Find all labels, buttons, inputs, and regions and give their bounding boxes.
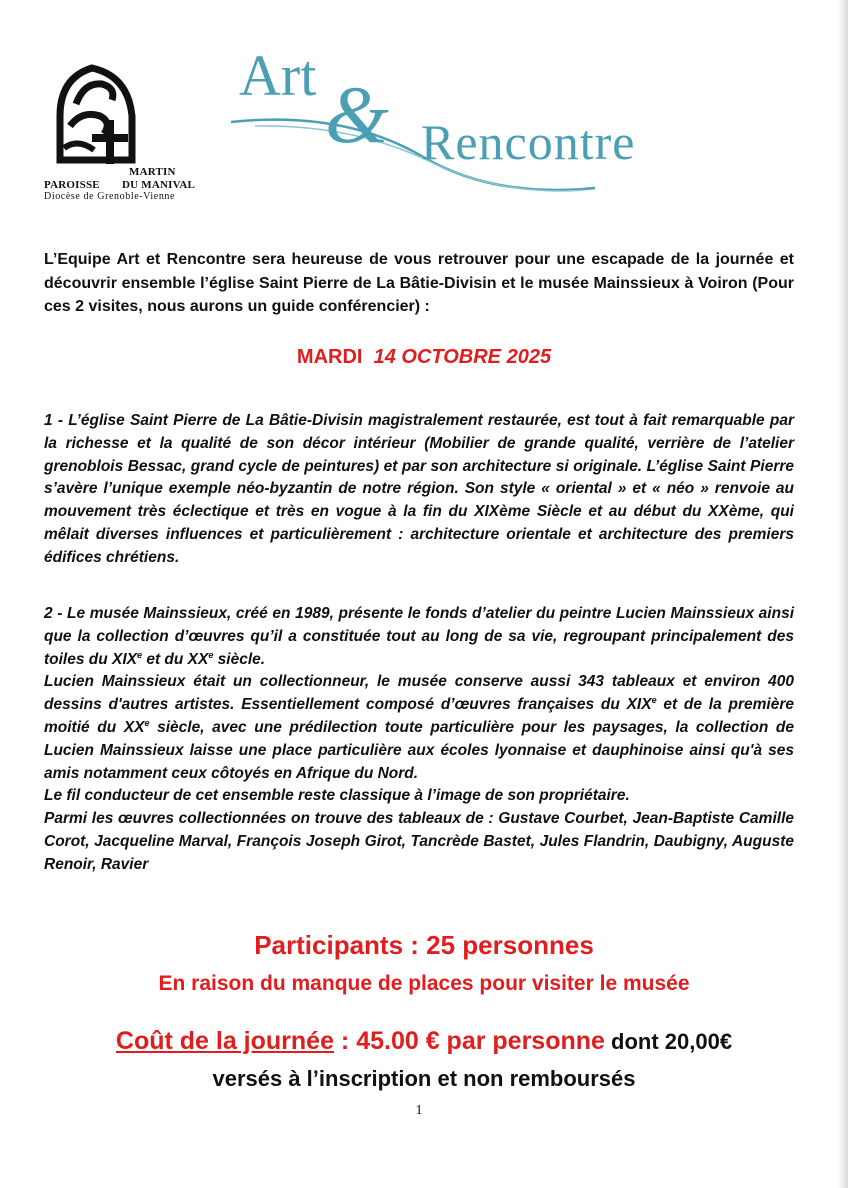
art-rencontre-logo: [225, 40, 725, 205]
museum-paragraph: [44, 603, 794, 877]
cost-note: versés à l’inscription et non remboursés: [212, 1066, 636, 1091]
museum-intro-line: [44, 603, 794, 671]
date-weekday: MARDI: [296, 346, 363, 368]
museum-text-a2: et du XX: [142, 650, 209, 668]
church-paragraph: 1 - L’église Saint Pierre de La Bâtie-Divisin magistralement restaurée, est tout à fait remarquable par la richesse et la qualité de son décor intérieur (Mobilier de grande qualité, verrière de l’atelier grenoblois Bessac, grand cycle de peintures) et par son architecture si originale. L’église Saint Pierre s’avère l’unique exemple néo-byzantin de notre région. Son style « oriental » et « néo » renvoie au mouvement très éclectique et très en vogue à la fin du XIXème Siècle et au début du XXème, qui mêlait diverses influences et particulièrement : architecture orientale et architecture des premiers édifices chrétiens.: [44, 412, 794, 566]
artists-list-line: Parmi les œuvres collectionnées on trouve des tableaux de : Gustave Courbet, Jean-Baptiste Camille Corot, Jacqueline Marval, François Joseph Girot, Tancrède Bastet, Jules Flandrin, Daubigny, Auguste Renoir, Ravier: [44, 810, 794, 873]
cost-label: Coût de la journée: [115, 1027, 334, 1055]
parish-emblem-icon: [54, 64, 138, 164]
superscript-e: e: [208, 649, 214, 660]
superscript-e: e: [651, 695, 657, 706]
cost-amount: : 45.00 € par personne: [333, 1027, 605, 1055]
participants-heading: Participants : 25 personnes: [254, 930, 594, 960]
brand-art-text: Art: [239, 43, 317, 108]
intro-paragraph: L’Equipe Art et Rencontre sera heureuse de vous retrouver pour une escapade de la journée et découvrir ensemble l’église Saint Pierre de La Bâtie-Divisin et le musée Mainssieux à Voiron (Pour ces 2 visites, nous aurons un guide conférencier) :: [44, 251, 794, 315]
cost-deposit: dont 20,00€: [604, 1029, 733, 1054]
participants-reason: En raison du manque de places pour visiter le musée: [158, 972, 690, 995]
logo-diocese-text: Diocèse de Grenoble-Vienne: [44, 191, 176, 202]
logo-manival-text: DU MANIVAL: [122, 179, 195, 191]
parish-logo: [44, 64, 214, 204]
museum-text-b1: Lucien Mainssieux était un collectionneur, le musée conserve aussi 343 tableaux et environ 400 dessins d'autres artistes. Essentiellement composé d’œuvres françaises du XIX: [44, 673, 794, 714]
museum-text-b2: et de la première moitié du XX: [44, 696, 794, 736]
page-number: 1: [415, 1103, 423, 1118]
museum-text-a1: 2 - Le musée Mainssieux, créé en 1989, présente le fonds d’atelier du peintre Lucien Mainssieux ainsi que la collection d’œuvres qu’il a constituée tout au long de sa vie, regroupant principalement des toiles du XIX: [44, 605, 794, 668]
museum-text-b3: siècle, avec une prédilection toute particulière pour les paysages, la collection de Lucien Mainssieux laisse une place particulière aux écoles lyonnaise et dauphinoise ainsi qu'à ses amis notamment ceux côtoyés en Afrique du Nord.: [44, 718, 794, 782]
logo-martin-text: MARTIN: [129, 166, 176, 178]
superscript-e: e: [144, 717, 150, 728]
museum-text-a3: siècle.: [213, 650, 266, 668]
brand-rencontre-text: Rencontre: [421, 114, 636, 170]
date-day: 14 OCTOBRE 2025: [373, 346, 552, 368]
event-date: [0, 346, 848, 369]
collector-line: [44, 671, 794, 785]
page-edge-shadow: [838, 0, 848, 1188]
common-thread-line: Le fil conducteur de cet ensemble reste classique à l’image de son propriétaire.: [44, 787, 630, 805]
superscript-e: e: [137, 649, 143, 660]
cost-line: [0, 1027, 848, 1056]
logo-paroisse-text: PAROISSE: [44, 179, 100, 191]
brand-ampersand: &: [325, 69, 389, 160]
